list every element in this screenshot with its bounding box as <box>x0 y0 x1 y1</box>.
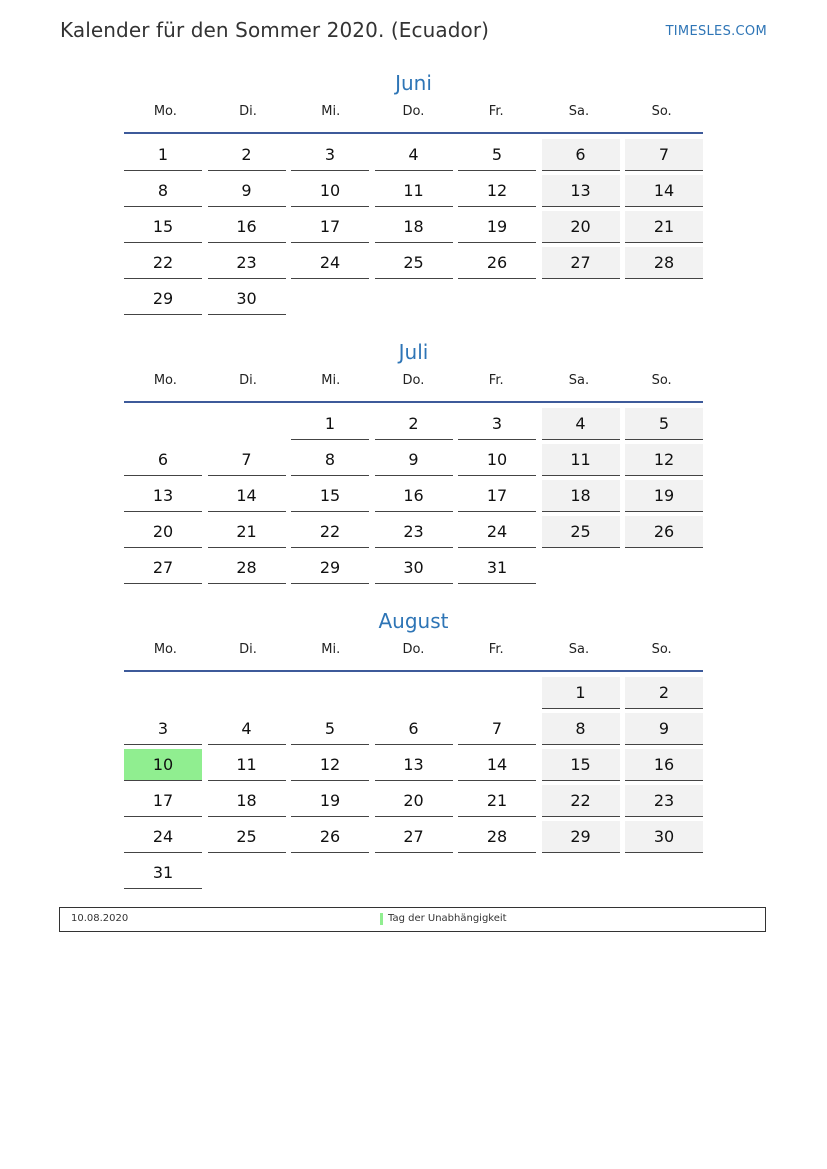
day-cell: 11 <box>542 444 620 476</box>
day-cell: 16 <box>375 480 453 512</box>
day-cell: 8 <box>124 175 202 207</box>
weekday-header <box>124 104 703 134</box>
weekday-label: So. <box>651 104 672 119</box>
day-cell: 4 <box>542 408 620 440</box>
day-cell: 19 <box>625 480 703 512</box>
empty-cell <box>291 677 369 709</box>
holiday-legend <box>59 907 766 932</box>
weekday-label: Do. <box>402 373 425 388</box>
day-cell: 22 <box>124 247 202 279</box>
day-cell: 1 <box>124 139 202 171</box>
month-august <box>124 606 703 889</box>
day-cell: 1 <box>291 408 369 440</box>
day-cell: 9 <box>375 444 453 476</box>
day-cell: 28 <box>208 552 286 584</box>
day-cell: 30 <box>375 552 453 584</box>
weekday-label: Di. <box>239 373 257 388</box>
day-cell: 21 <box>208 516 286 548</box>
day-cell: 28 <box>458 821 536 853</box>
empty-cell <box>124 408 202 440</box>
weekday-label: Sa. <box>568 642 590 657</box>
day-cell: 26 <box>458 247 536 279</box>
day-cell: 7 <box>208 444 286 476</box>
day-cell: 6 <box>124 444 202 476</box>
day-cell: 2 <box>208 139 286 171</box>
day-cell: 17 <box>291 211 369 243</box>
empty-cell <box>458 677 536 709</box>
day-cell: 14 <box>208 480 286 512</box>
day-cell: 13 <box>542 175 620 207</box>
empty-cell <box>208 677 286 709</box>
day-cell: 6 <box>542 139 620 171</box>
day-cell: 30 <box>625 821 703 853</box>
day-cell: 10 <box>458 444 536 476</box>
page-title: Kalender für den Sommer 2020. (Ecuador) <box>60 18 490 42</box>
day-cell: 28 <box>625 247 703 279</box>
empty-cell <box>375 677 453 709</box>
day-cell: 31 <box>458 552 536 584</box>
day-cell: 5 <box>458 139 536 171</box>
weekday-label: Fr. <box>488 104 504 119</box>
weekday-header <box>124 373 703 403</box>
day-cell: 4 <box>208 713 286 745</box>
weekday-label: Di. <box>239 104 257 119</box>
day-cell: 12 <box>458 175 536 207</box>
day-cell: 13 <box>124 480 202 512</box>
weekday-label: Sa. <box>568 373 590 388</box>
day-cell: 29 <box>542 821 620 853</box>
weekday-header <box>124 642 703 672</box>
weekday-label: Di. <box>239 642 257 657</box>
day-cell: 3 <box>291 139 369 171</box>
weekday-label: So. <box>651 642 672 657</box>
holiday-date: 10.08.2020 <box>71 913 129 924</box>
holiday-day-cell: 10 <box>124 749 202 781</box>
weekday-label: Mo. <box>153 104 177 119</box>
day-cell: 29 <box>291 552 369 584</box>
day-cell: 5 <box>625 408 703 440</box>
day-cell: 23 <box>375 516 453 548</box>
day-cell: 20 <box>124 516 202 548</box>
day-cell: 27 <box>124 552 202 584</box>
day-cell: 21 <box>625 211 703 243</box>
day-grid <box>124 677 703 889</box>
day-cell: 19 <box>458 211 536 243</box>
day-grid <box>124 408 703 584</box>
day-cell: 25 <box>542 516 620 548</box>
day-cell: 22 <box>291 516 369 548</box>
day-cell: 26 <box>291 821 369 853</box>
holiday-name: Tag der Unabhängigkeit <box>388 913 507 924</box>
day-cell: 5 <box>291 713 369 745</box>
day-cell: 16 <box>625 749 703 781</box>
day-cell: 23 <box>625 785 703 817</box>
day-cell: 9 <box>625 713 703 745</box>
day-cell: 7 <box>625 139 703 171</box>
day-cell: 9 <box>208 175 286 207</box>
day-cell: 2 <box>375 408 453 440</box>
day-cell: 3 <box>458 408 536 440</box>
weekday-label: Mo. <box>153 373 177 388</box>
day-cell: 2 <box>625 677 703 709</box>
day-cell: 14 <box>625 175 703 207</box>
day-cell: 18 <box>542 480 620 512</box>
day-cell: 15 <box>291 480 369 512</box>
weekday-label: Fr. <box>488 373 504 388</box>
site-link[interactable]: TIMESLES.COM <box>665 24 767 39</box>
month-july <box>124 337 703 584</box>
day-cell: 29 <box>124 283 202 315</box>
day-cell: 10 <box>291 175 369 207</box>
month-title: August <box>378 609 449 633</box>
day-cell: 22 <box>542 785 620 817</box>
day-cell: 8 <box>542 713 620 745</box>
day-cell: 27 <box>542 247 620 279</box>
day-cell: 3 <box>124 713 202 745</box>
day-cell: 24 <box>458 516 536 548</box>
month-june <box>124 68 703 315</box>
day-cell: 15 <box>542 749 620 781</box>
month-title: Juni <box>395 71 432 95</box>
day-cell: 15 <box>124 211 202 243</box>
day-cell: 18 <box>208 785 286 817</box>
day-cell: 12 <box>291 749 369 781</box>
weekday-label: Mi. <box>321 642 341 657</box>
day-cell: 7 <box>458 713 536 745</box>
weekday-label: Sa. <box>568 104 590 119</box>
day-cell: 13 <box>375 749 453 781</box>
day-cell: 26 <box>625 516 703 548</box>
day-cell: 27 <box>375 821 453 853</box>
day-cell: 1 <box>542 677 620 709</box>
empty-cell <box>208 408 286 440</box>
day-cell: 6 <box>375 713 453 745</box>
day-cell: 31 <box>124 857 202 889</box>
day-cell: 17 <box>458 480 536 512</box>
day-cell: 19 <box>291 785 369 817</box>
day-cell: 11 <box>375 175 453 207</box>
weekday-label: Do. <box>402 104 425 119</box>
holiday-color-marker <box>380 913 383 925</box>
day-cell: 14 <box>458 749 536 781</box>
weekday-label: Mi. <box>321 104 341 119</box>
day-cell: 24 <box>291 247 369 279</box>
day-grid <box>124 139 703 315</box>
day-cell: 18 <box>375 211 453 243</box>
day-cell: 25 <box>375 247 453 279</box>
day-cell: 17 <box>124 785 202 817</box>
day-cell: 21 <box>458 785 536 817</box>
day-cell: 30 <box>208 283 286 315</box>
day-cell: 8 <box>291 444 369 476</box>
empty-cell <box>124 677 202 709</box>
day-cell: 11 <box>208 749 286 781</box>
day-cell: 25 <box>208 821 286 853</box>
weekday-label: Fr. <box>488 642 504 657</box>
weekday-label: So. <box>651 373 672 388</box>
weekday-label: Mo. <box>153 642 177 657</box>
weekday-label: Mi. <box>321 373 341 388</box>
day-cell: 16 <box>208 211 286 243</box>
day-cell: 12 <box>625 444 703 476</box>
weekday-label: Do. <box>402 642 425 657</box>
day-cell: 4 <box>375 139 453 171</box>
day-cell: 20 <box>375 785 453 817</box>
day-cell: 23 <box>208 247 286 279</box>
day-cell: 24 <box>124 821 202 853</box>
month-title: Juli <box>398 340 429 364</box>
day-cell: 20 <box>542 211 620 243</box>
